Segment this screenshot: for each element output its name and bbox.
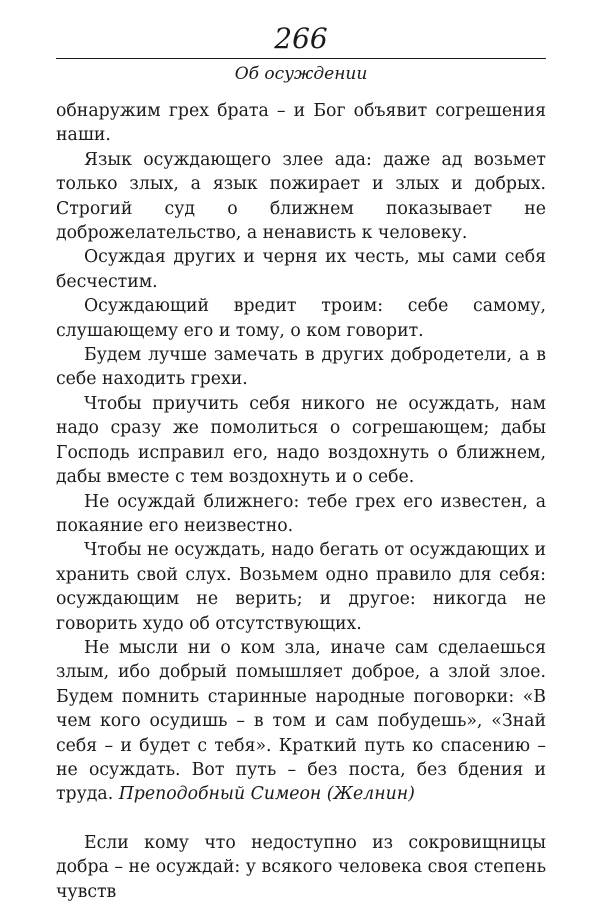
paragraph: обнаружим грех брата – и Бог объявит согрешения наши. [56,101,546,146]
book-page [56,22,546,904]
paragraph: Чтобы не осуждать, надо бегать от осуждающих и хранить свой слух. Возьмем одно правило для себя: осуждающим не верить; и другое: никогда не говорить худо об отсутствующих. [56,540,547,634]
running-title: Об осуждении [234,64,368,84]
paragraph: Чтобы приучить себя никого не осуждать, нам надо сразу же помолиться о согрешающем; дабы Господь исправил его, надо воздохнуть о ближнем, дабы вместе с тем воздохнуть и о себе. [56,393,546,488]
body-text [56,99,546,904]
paragraph: Осуждающий вредит троим: себе самому, слушающему его и тому, о ком говорит. [56,296,546,341]
paragraph: Будем лучше замечать в других добродетели, а в себе находить грехи. [56,345,546,390]
author-attribution: Преподобный Симеон (Желнин) [118,784,415,805]
page-number: 266 [274,22,328,55]
paragraph: Осуждая других и черня их честь, мы сами себя бесчестим. [56,247,546,292]
header-rule [56,58,546,59]
paragraph: Язык осуждающего злее ада: даже ад возьмет только злых, а язык пожирает и злых и добрых. Строгий суд о ближнем показывает не доброжелательство, а ненависть к человеку. [56,149,546,244]
paragraph-text: Не мысли ни о ком зла, иначе сам сделаешься злым, ибо добрый помышляет доброе, а злой злое. Будем помнить старинные народные поговорки: «В чем кого осудишь – в том и сам побудешь», «Знай себя – и будет с тебя». Краткий путь ко спасению – не осуждать. Вот путь – без поста, без бдения и труда. [56,637,546,805]
paragraph: Если кому что недоступно из сокровищницы добра – не осуждай: у всякого человека своя степень чувств [56,832,546,902]
paragraph: Не осуждай ближнего: тебе грех его известен, а покаяние его неизвестно. [56,491,546,536]
paragraph-with-attribution [56,636,546,807]
